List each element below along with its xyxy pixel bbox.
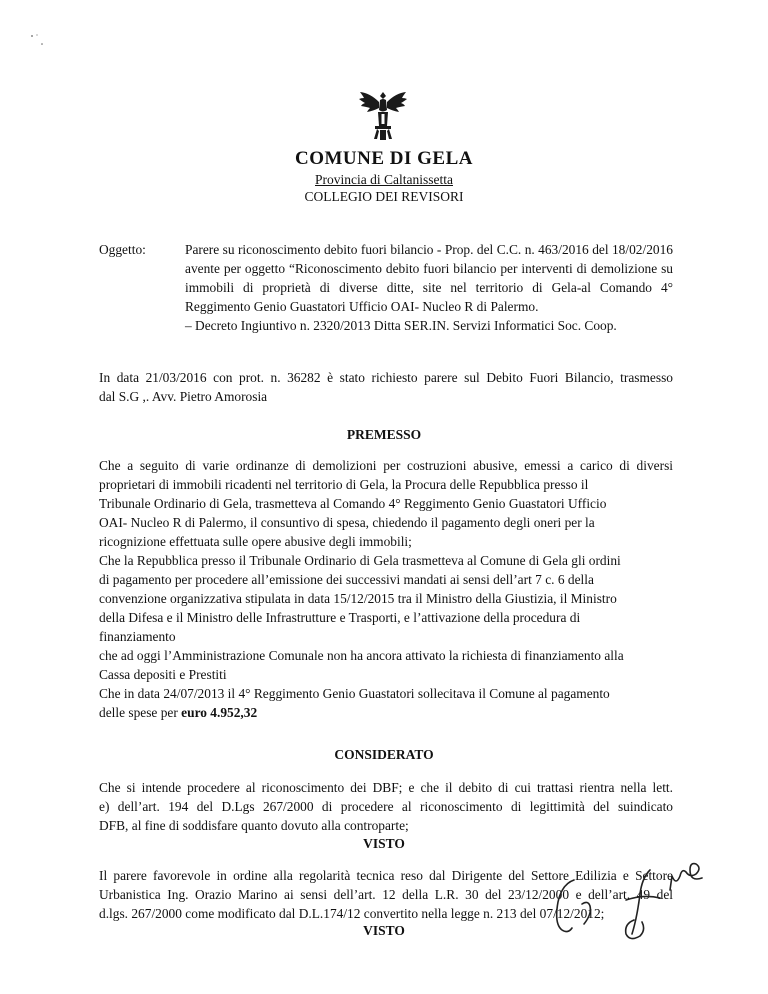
premesso-line: convenzione organizzativa stipulata in data 15/12/2015 tra il Ministro della Giustizia, il Ministro <box>99 591 617 606</box>
subject-line: avente per oggetto “Riconoscimento debito fuori bilancio per interventi di demolizione su <box>185 261 673 276</box>
page-title: COMUNE DI GELA <box>294 148 473 169</box>
visto-line: Urbanistica Ing. Orazio Marino ai sensi dell’art. 12 della L.R. 30 del 23/12/2000 e dell’art. 49 del <box>99 887 673 902</box>
subject-line: Reggimento Genio Guastatori Ufficio OAI- Nucleo R di Palermo. <box>185 299 539 314</box>
premesso-line: della Difesa e il Ministro delle Infrastrutture e Trasporti, e l’attivazione della procedura di <box>99 610 581 625</box>
scan-specks <box>28 30 68 50</box>
subject-line: – Decreto Ingiuntivo n. 2320/2013 Ditta SER.IN. Servizi Informatici Soc. Coop. <box>185 318 617 333</box>
visto-line: d.lgs. 267/2000 come modificato dal D.L.174/12 convertito nella legge n. 213 del 07/12/2012; <box>99 906 605 921</box>
section-heading-premesso: PREMESSO <box>346 427 422 442</box>
premesso-line: di pagamento per procedere all’emissione dei successivi mandati ai sensi dell’art 7 c. 6 della <box>99 572 594 587</box>
premesso-line: finanziamento <box>99 629 176 644</box>
intro-line: dal S.G ,. Avv. Pietro Amorosia <box>99 389 268 404</box>
premesso-line <box>99 703 673 722</box>
premesso-paragraph <box>99 456 673 722</box>
considerato-paragraph <box>99 778 673 835</box>
subject-line: immobili di proprietà di diverse ditte, site nel territorio di Gela-al Comando 4° <box>185 280 673 295</box>
amount-value: euro 4.952,32 <box>181 705 258 720</box>
intro-paragraph <box>99 368 673 406</box>
visto-line: Il parere favorevole in ordine alla regolarità tecnica reso dal Dirigente del Settore Edilizia e Settore <box>99 868 673 883</box>
premesso-line: Che a seguito di varie ordinanze di demolizioni per costruzioni abusive, emessi a carico di diversi <box>99 458 673 473</box>
college-subtitle: COLLEGIO DEI REVISORI <box>304 189 464 204</box>
premesso-line: Che in data 24/07/2013 il 4° Reggimento Genio Guastatori sollecitava il Comune al pagamento <box>99 686 610 701</box>
subject-line: Parere su riconoscimento debito fuori bilancio - Prop. del C.C. n. 463/2016 del 18/02/2016 <box>185 242 673 257</box>
premesso-line: proprietari di immobili ricadenti nel territorio di Gela, la Procura delle Repubblica presso il <box>99 477 589 492</box>
considerato-line: e) dell’art. 194 del D.Lgs 267/2000 di procedere al riconoscimento di legittimità del suindicato <box>99 799 673 814</box>
premesso-line: Tribunale Ordinario di Gela, trasmetteva al Comando 4° Reggimento Genio Guastatori Ufficio <box>99 496 607 511</box>
premesso-line: Che la Repubblica presso il Tribunale Ordinario di Gela trasmetteva al Comune di Gela gli ordini <box>99 553 621 568</box>
handwritten-signature <box>530 860 730 950</box>
considerato-line: DFB, al fine di soddisfare quanto dovuto alla controparte; <box>99 818 409 833</box>
premesso-line: che ad oggi l’Amministrazione Comunale non ha ancora attivato la richiesta di finanziamento alla <box>99 648 624 663</box>
considerato-line: Che si intende procedere al riconoscimento dei DBF; e che il debito di cui trattasi rientra nella lett. <box>99 780 673 795</box>
section-heading-visto: VISTO <box>363 836 405 851</box>
premesso-last-prefix: delle spese per <box>99 705 182 720</box>
subject-label: Oggetto: <box>99 242 146 257</box>
subject-text <box>185 240 673 335</box>
section-heading-visto-2: VISTO <box>363 923 405 938</box>
section-heading-considerato: CONSIDERATO <box>334 747 434 762</box>
province-subtitle: Provincia di Caltanissetta <box>315 172 453 187</box>
premesso-line: Cassa depositi e Prestiti <box>99 667 227 682</box>
premesso-line: ricognizione effettuata sulle opere abusive degli immobili; <box>99 534 412 549</box>
intro-line: In data 21/03/2016 con prot. n. 36282 è stato richiesto parere sul Debito Fuori Bilancio, trasmesso <box>99 370 673 385</box>
eagle-emblem-icon <box>358 88 408 146</box>
premesso-line: OAI- Nucleo R di Palermo, il consuntivo di spesa, chiedendo il pagamento degli oneri per la <box>99 515 595 530</box>
